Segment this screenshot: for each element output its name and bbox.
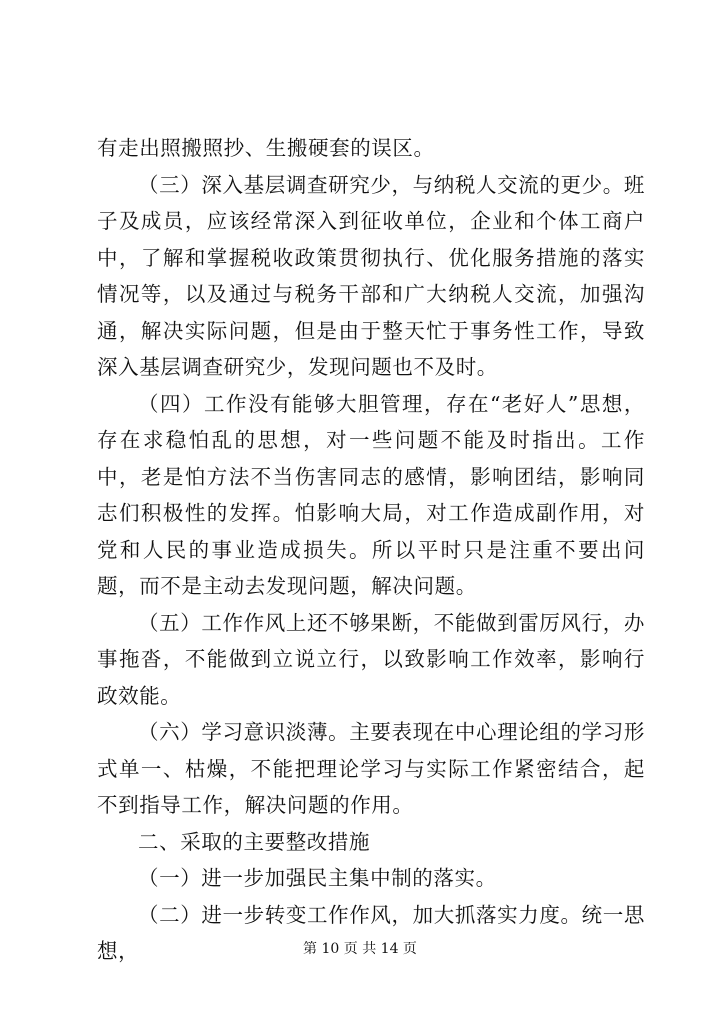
paragraph-item-6: （六）学习意识淡薄。主要表现在中心理论组的学习形式单一、枯燥，不能把理论学习与实际工作紧密结合，起不到指导工作，解决问题的作用。 <box>97 720 645 817</box>
paragraph-item-5: （五）工作作风上还不够果断，不能做到雷厉风行，办事拖沓，不能做到立说立行，以致影响工作效率，影响行政效能。 <box>97 610 645 708</box>
paragraph-continuation: 有走出照搬照抄、生搬硬套的误区。 <box>97 136 435 160</box>
paragraph-item-3: （三）深入基层调查研究少，与纳税人交流的更少。班子及成员，应该经常深入到征收单位，企业和个体工商户中，了解和掌握税收政策贯彻执行、优化服务措施的落实情况等，以及通过与税务干部和广大纳税人交流，加强沟通，解决实际问题，但是由于整天忙于事务性工作，导致深入基层调查研究少，发现问题也不及时。 <box>97 172 645 379</box>
measure-item-1: （一）进一步加强民主集中制的落实。 <box>138 866 497 890</box>
page-footer: 第 10 页 共 14 页 <box>303 941 417 957</box>
paragraph-item-4: （四）工作没有能够大胆管理，存在“老好人”思想，存在求稳怕乱的思想，对一些问题不能及时指出。工作中，老是怕方法不当伤害同志的感情，影响团结，影响同志们积极性的发挥。怕影响大局，对工作造成副作用，对党和人民的事业造成损失。所以平时只是注重不要出问题，而不是主动去发现问题，解决问题。 <box>97 391 645 598</box>
section-heading-2: 二、采取的主要整改措施 <box>138 829 371 854</box>
body-text <box>97 130 645 970</box>
measure-item-2: （二）进一步转变工作作风，加大抓落实力度。统一思想， <box>97 902 645 963</box>
